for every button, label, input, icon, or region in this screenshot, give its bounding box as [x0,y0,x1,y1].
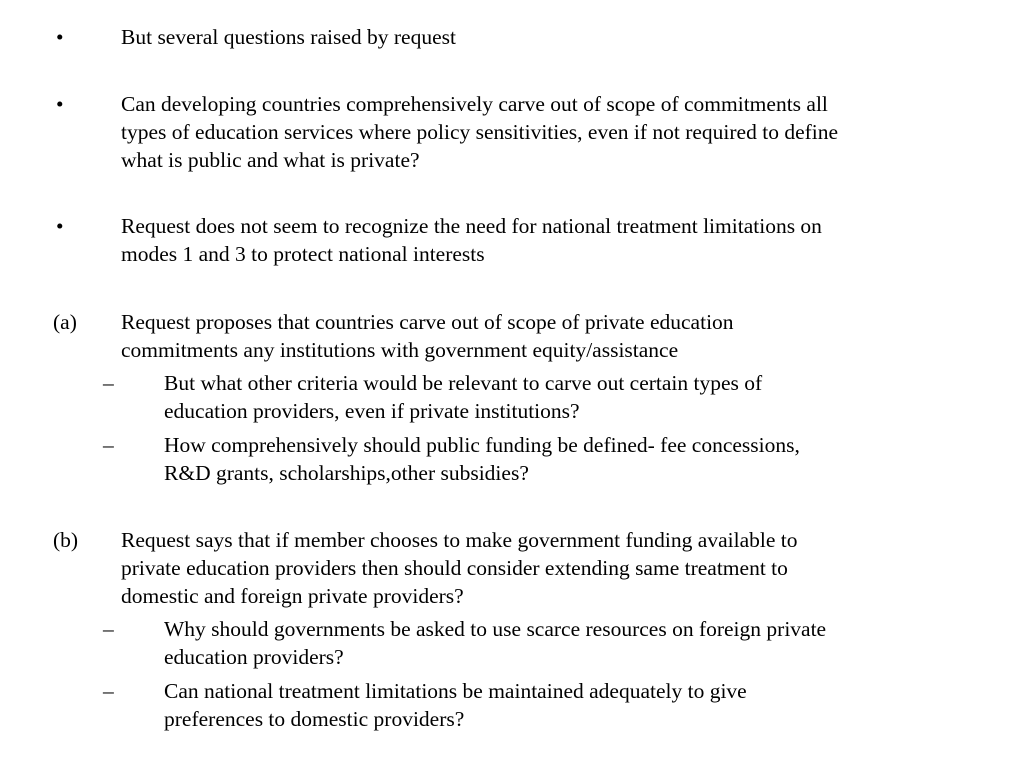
item-text [121,526,797,610]
bullet-text [121,23,456,51]
text-line: domestic and foreign private providers? [121,584,464,608]
dash-marker: – [103,433,114,457]
text-line: Why should governments be asked to use scarce resources on foreign private [164,617,827,641]
text-line: preferences to domestic providers? [164,707,465,731]
text-line: commitments any institutions with government equity/assistance [121,338,679,362]
text-line: modes 1 and 3 to protect national interests [121,242,485,266]
bullet-marker: • [56,25,64,49]
text-line: Request does not seem to recognize the need for national treatment limitations on [121,214,822,238]
bullet-text [121,90,838,174]
dash-marker: – [103,679,114,703]
text-line: types of education services where policy sensitivities, even if not required to define [121,120,839,144]
text-line: But several questions raised by request [121,25,456,49]
item-marker: (b) [53,528,79,552]
text-line: what is public and what is private? [121,148,420,172]
sub-item-text [164,431,800,487]
text-line: private education providers then should consider extending same treatment to [121,556,788,580]
sub-item-text [164,615,826,671]
text-line: But what other criteria would be relevant to carve out certain types of [164,371,763,395]
dash-marker: – [103,371,114,395]
text-line: Request says that if member chooses to make government funding available to [121,528,798,552]
text-line: Request proposes that countries carve out of scope of private education [121,310,734,334]
text-line: education providers, even if private institutions? [164,399,580,423]
dash-marker: – [103,617,114,641]
item-marker: (a) [53,310,77,334]
sub-item-text [164,369,762,425]
bullet-marker: • [56,214,64,238]
text-line: Can national treatment limitations be maintained adequately to give [164,679,747,703]
item-text [121,308,734,364]
bullet-text [121,212,822,268]
text-line: How comprehensively should public funding be defined- fee concessions, [164,433,800,457]
text-line: education providers? [164,645,344,669]
bullet-marker: • [56,92,64,116]
text-line: Can developing countries comprehensively carve out of scope of commitments all [121,92,828,116]
sub-item-text [164,677,747,733]
text-line: R&D grants, scholarships,other subsidies? [164,461,529,485]
